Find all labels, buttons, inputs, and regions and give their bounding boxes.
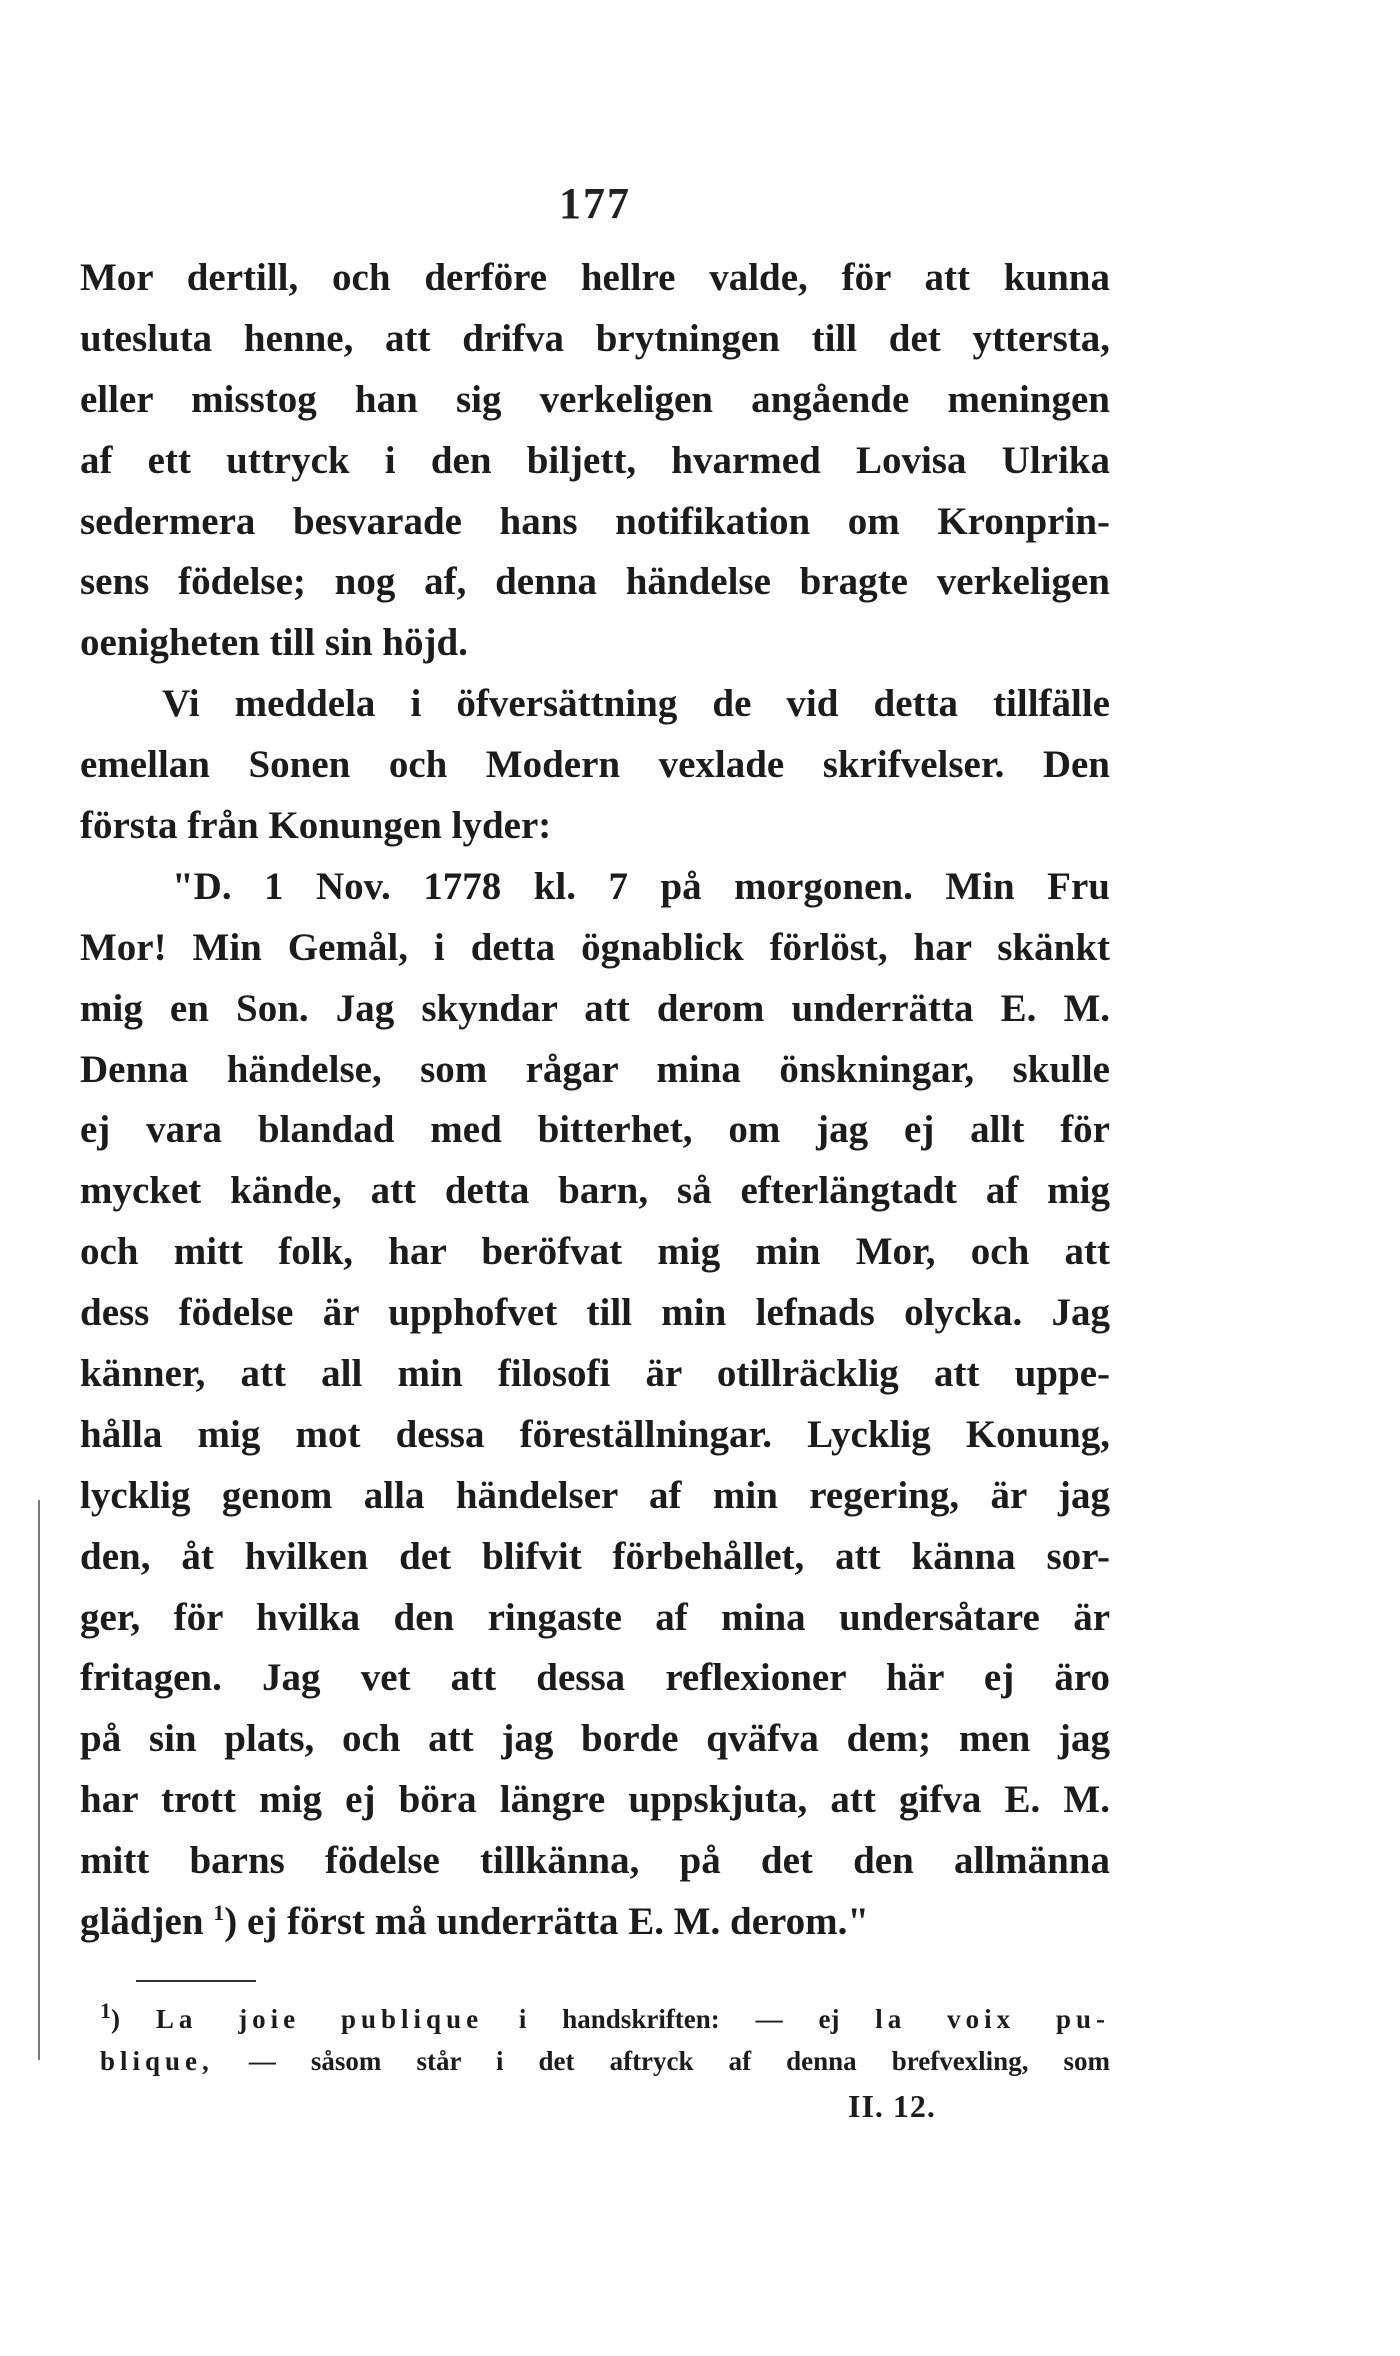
text-line-last bbox=[80, 1892, 1110, 1953]
text-line: eller misstog han sig verkeligen angående meningen bbox=[80, 377, 1110, 421]
body-text bbox=[80, 248, 1110, 1953]
text-line: mitt barns födelse tillkänna, på det den allmänna bbox=[80, 1839, 1110, 1883]
footnote-paren: ) bbox=[111, 2004, 156, 2034]
text-fragment: glädjen bbox=[80, 1900, 204, 1944]
text-line: fritagen. Jag vet att dessa reflexioner här ej äro bbox=[80, 1656, 1110, 1700]
text-line: och mitt folk, har beröfvat mig min Mor, och att bbox=[80, 1230, 1110, 1274]
text-line: sens födelse; nog af, denna händelse bragte verkeligen bbox=[80, 560, 1110, 604]
text-line: ej vara blandad med bitterhet, om jag ej allt för bbox=[80, 1108, 1110, 1152]
text-line: "D. 1 Nov. 1778 kl. 7 på morgonen. Min Fru bbox=[172, 864, 1110, 908]
text-line: utesluta henne, att drifva brytningen till det yttersta, bbox=[80, 316, 1110, 360]
footnote-text: i handskriften: — ej bbox=[518, 2004, 840, 2034]
text-line: hålla mig mot dessa föreställningar. Lycklig Konung, bbox=[80, 1412, 1110, 1456]
page-edge-line bbox=[38, 1500, 40, 2060]
text-line: emellan Sonen och Modern vexlade skrifvelser. Den bbox=[80, 743, 1110, 787]
text-line: Mor! Min Gemål, i detta ögnablick förlöst, har skänkt bbox=[80, 925, 1110, 969]
footnote-quote: la voix pu- bbox=[875, 2004, 1111, 2034]
footnote-line bbox=[100, 1998, 1110, 2040]
footnote-quote: blique, bbox=[100, 2046, 214, 2076]
text-line: har trott mig ej böra längre uppskjuta, att gifva E. M. bbox=[80, 1778, 1110, 1822]
text-line: Denna händelse, som rågar mina önskningar, skulle bbox=[80, 1047, 1110, 1091]
text-line: på sin plats, och att jag borde qväfva dem; men jag bbox=[80, 1717, 1110, 1761]
text-line: oenigheten till sin höjd. bbox=[80, 621, 468, 665]
printer-signature: II. 12. bbox=[848, 2088, 936, 2124]
text-fragment: ) ej först må underrätta E. M. derom." bbox=[224, 1900, 870, 1944]
text-line: den, åt hvilken det blifvit förbehållet, att känna sor- bbox=[80, 1534, 1110, 1578]
text-line: första från Konungen lyder: bbox=[80, 804, 552, 848]
footnote-quote: La joie publique bbox=[155, 2004, 484, 2034]
text-line: mycket kände, att detta barn, så efterlängtadt af mig bbox=[80, 1169, 1110, 1213]
footnote bbox=[100, 1998, 1110, 2082]
footnote-marker: 1 bbox=[100, 1998, 111, 2023]
page-number: 177 bbox=[559, 179, 631, 228]
footnote-reference: 1 bbox=[213, 1900, 225, 1926]
text-line: sedermera besvarade hans notifikation om Kronprin- bbox=[80, 499, 1110, 543]
text-line: ger, för hvilka den ringaste af mina undersåtare är bbox=[80, 1595, 1110, 1639]
footnote-line bbox=[100, 2040, 1110, 2082]
text-line: Mor dertill, och derföre hellre valde, för att kunna bbox=[80, 256, 1110, 299]
footnote-text: — såsom står i det aftryck af denna brefvexling, som bbox=[248, 2046, 1110, 2076]
text-line: lycklig genom alla händelser af min regering, är jag bbox=[80, 1473, 1110, 1517]
text-line: Vi meddela i öfversättning de vid detta tillfälle bbox=[162, 682, 1110, 726]
text-line: af ett uttryck i den biljett, hvarmed Lovisa Ulrika bbox=[80, 438, 1110, 482]
text-line: dess födelse är upphofvet till min lefnads olycka. Jag bbox=[80, 1291, 1110, 1335]
footnote-divider bbox=[136, 1980, 256, 1982]
text-line: mig en Son. Jag skyndar att derom underrätta E. M. bbox=[80, 986, 1110, 1030]
text-line: känner, att all min filosofi är otillräcklig att uppe- bbox=[80, 1352, 1110, 1396]
